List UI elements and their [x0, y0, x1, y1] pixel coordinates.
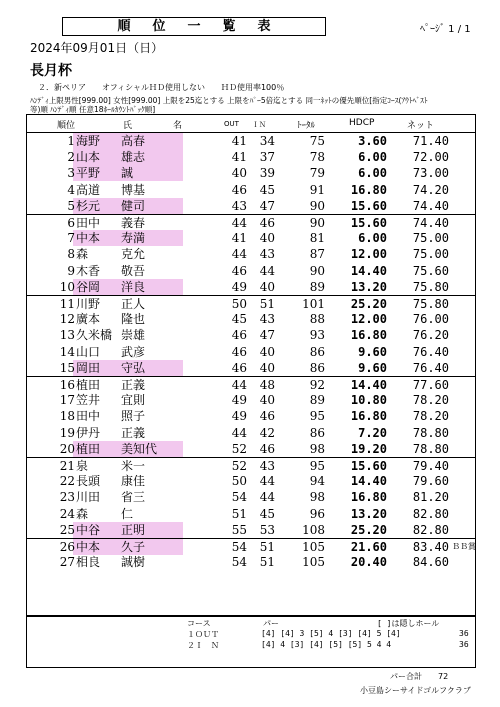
table-row — [27, 408, 475, 424]
table-row — [27, 263, 475, 279]
rank-cell: 14 — [59, 344, 75, 359]
scoring-method: ２．新ペリア オフィシャルＨＤ使用しない ＨＤ使用率100％ — [38, 83, 285, 92]
last-name-cell: 森 — [76, 506, 89, 521]
out-score-cell: 49 — [231, 393, 247, 408]
first-name-cell: 誠樹 — [121, 555, 146, 570]
first-name-cell: 正義 — [121, 378, 146, 392]
gross-score-cell: 94 — [309, 474, 325, 489]
table-row — [27, 538, 475, 555]
hdcp-cell: 15.60 — [350, 459, 387, 473]
first-name-cell: 康佳 — [121, 474, 146, 489]
rank-cell: 18 — [59, 409, 75, 424]
net-score-cell: 74.40 — [412, 198, 449, 213]
table-row — [27, 344, 475, 360]
table-row — [27, 522, 475, 538]
hdcp-cell: 13.20 — [350, 279, 387, 294]
col-name2-header: 名 — [173, 121, 183, 131]
gross-score-cell: 90 — [309, 216, 325, 230]
table-row — [27, 133, 475, 149]
net-score-cell: 75.80 — [412, 279, 449, 294]
in-score-cell: 44 — [259, 263, 275, 278]
first-name-cell: 正明 — [121, 522, 146, 537]
hdcp-cell: 13.20 — [350, 506, 387, 521]
rank-cell: 8 — [67, 247, 75, 262]
out-score-cell: 41 — [231, 231, 247, 246]
first-name-cell: 照子 — [121, 409, 146, 424]
col-in-header: ＩＮ — [252, 121, 266, 129]
last-name-cell: 中谷 — [76, 522, 101, 537]
col-name1-header: 氏 — [123, 121, 133, 131]
col-out-header: OUT — [224, 120, 239, 128]
out-score-cell: 45 — [231, 312, 247, 327]
net-score-cell: 78.80 — [412, 441, 449, 456]
net-score-cell: 78.20 — [412, 409, 449, 424]
last-name-cell: 海野 — [76, 134, 101, 148]
table-row — [27, 246, 475, 262]
in-score-cell: 47 — [259, 328, 275, 343]
course-out-pars: [4] [4] 3 [5] 4 [3] [4] 5 [4] — [261, 629, 401, 638]
table-row — [27, 392, 475, 408]
hdcp-cell: 20.40 — [350, 555, 387, 570]
rank-cell: 5 — [67, 198, 75, 213]
net-score-cell: 84.60 — [412, 555, 449, 570]
first-name-cell: 克允 — [121, 247, 146, 262]
rank-cell: 11 — [59, 297, 75, 311]
hdcp-cell: 16.80 — [350, 182, 387, 197]
gross-score-cell: 86 — [309, 344, 325, 359]
gross-score-cell: 75 — [309, 134, 325, 148]
gross-score-cell: 88 — [309, 312, 325, 327]
out-score-cell: 46 — [231, 344, 247, 359]
net-score-cell: 78.20 — [412, 393, 449, 408]
rank-cell: 21 — [59, 459, 75, 473]
net-score-cell: 75.00 — [412, 231, 449, 246]
rank-cell: 4 — [67, 182, 75, 197]
last-name-cell: 泉 — [76, 459, 89, 473]
last-name-cell: 山本 — [76, 150, 101, 165]
net-score-cell: 79.40 — [412, 459, 449, 473]
page-number: ﾍﾟｰｼﾞ 1 / 1 — [420, 24, 471, 35]
first-name-cell: 崇雄 — [121, 328, 146, 343]
course-in-name: ２Ｉ Ｎ — [187, 641, 219, 650]
hdcp-cell: 21.60 — [350, 540, 387, 554]
net-score-cell: 73.00 — [412, 166, 449, 181]
gross-score-cell: 87 — [309, 247, 325, 262]
hdcp-cell: 6.00 — [358, 166, 387, 181]
last-name-cell: 岡田 — [76, 360, 101, 375]
first-name-cell: 誠 — [121, 166, 134, 181]
last-name-cell: 谷岡 — [76, 279, 101, 294]
gross-score-cell: 86 — [309, 360, 325, 375]
rank-cell: 7 — [67, 231, 75, 246]
table-row — [27, 230, 475, 246]
in-score-cell: 46 — [259, 441, 275, 456]
table-row — [27, 506, 475, 522]
table-row — [27, 441, 475, 457]
first-name-cell: 正義 — [121, 425, 146, 440]
first-name-cell: 美知代 — [121, 441, 158, 456]
gross-score-cell: 95 — [309, 409, 325, 424]
in-score-cell: 43 — [259, 312, 275, 327]
first-name-cell: 武彦 — [121, 344, 146, 359]
in-score-cell: 51 — [259, 297, 275, 311]
hdcp-cell: 14.40 — [350, 263, 387, 278]
table-row — [27, 295, 475, 312]
rank-cell: 25 — [59, 522, 75, 537]
net-score-cell: 76.40 — [412, 344, 449, 359]
first-name-cell: 省三 — [121, 490, 146, 505]
table-row — [27, 489, 475, 505]
table-row — [27, 182, 475, 198]
first-name-cell: 義春 — [121, 216, 146, 230]
last-name-cell: 長頭 — [76, 474, 101, 489]
net-score-cell: 77.60 — [412, 378, 449, 392]
net-score-cell: 83.40 — [412, 540, 449, 554]
rank-cell: 1 — [67, 134, 75, 148]
net-score-cell: 75.00 — [412, 247, 449, 262]
hdcp-cell: 16.80 — [350, 490, 387, 505]
in-score-cell: 47 — [259, 198, 275, 213]
event-name: 長月杯 — [30, 63, 72, 79]
event-date: 2024年09月01日（日） — [30, 41, 164, 55]
rank-cell: 13 — [59, 328, 75, 343]
handicap-notes-line1: ﾊﾝﾃﾞｨ上限男性[999.00] 女性[999.00] 上限を25迄とする 上限をﾊﾟｰ5倍迄とする 同一ﾈｯﾄの優先順位[指定ｺｰｽ(ｱｳﾄﾍﾞｽﾄ — [30, 96, 428, 105]
first-name-cell: 寿満 — [121, 231, 146, 246]
table-row — [27, 457, 475, 474]
net-score-cell: 74.20 — [412, 182, 449, 197]
first-name-cell: 仁 — [121, 506, 134, 521]
out-score-cell: 54 — [231, 540, 247, 554]
last-name-cell: 中本 — [76, 231, 101, 246]
course-in-total: 36 — [459, 640, 469, 649]
out-score-cell: 46 — [231, 360, 247, 375]
table-row — [27, 376, 475, 393]
in-score-cell: 46 — [259, 216, 275, 230]
in-score-cell: 46 — [259, 409, 275, 424]
gross-score-cell: 92 — [309, 378, 325, 392]
hidden-hole-label: [ ]は隠しホール — [377, 619, 440, 628]
hdcp-cell: 25.20 — [350, 297, 387, 311]
in-score-cell: 40 — [259, 393, 275, 408]
last-name-cell: 植田 — [76, 378, 101, 392]
gross-score-cell: 81 — [309, 231, 325, 246]
in-score-cell: 40 — [259, 231, 275, 246]
out-score-cell: 44 — [231, 425, 247, 440]
gross-score-cell: 105 — [302, 555, 325, 570]
hdcp-cell: 3.60 — [358, 134, 387, 148]
course-in-pars: [4] 4 [3] [4] [5] [5] 5 4 4 — [261, 640, 392, 649]
last-name-cell: 相良 — [76, 555, 101, 570]
out-score-cell: 54 — [231, 490, 247, 505]
gross-score-cell: 79 — [309, 166, 325, 181]
hdcp-cell: 16.80 — [350, 409, 387, 424]
gross-score-cell: 98 — [309, 490, 325, 505]
course-label: コース — [187, 619, 211, 628]
rank-cell: 16 — [59, 378, 75, 392]
out-score-cell: 44 — [231, 216, 247, 230]
rank-cell: 17 — [59, 393, 75, 408]
net-score-cell: 76.20 — [412, 328, 449, 343]
out-score-cell: 49 — [231, 409, 247, 424]
first-name-cell: 高春 — [121, 134, 146, 148]
first-name-cell: 正人 — [121, 297, 146, 311]
in-score-cell: 51 — [259, 555, 275, 570]
net-score-cell: 76.00 — [412, 312, 449, 327]
out-score-cell: 49 — [231, 279, 247, 294]
in-score-cell: 40 — [259, 344, 275, 359]
net-score-cell: 75.60 — [412, 263, 449, 278]
in-score-cell: 37 — [259, 150, 275, 165]
out-score-cell: 51 — [231, 506, 247, 521]
rank-cell: 15 — [59, 360, 75, 375]
table-row — [27, 425, 475, 441]
in-score-cell: 48 — [259, 378, 275, 392]
rank-cell: 22 — [59, 474, 75, 489]
out-score-cell: 52 — [231, 441, 247, 456]
hdcp-cell: 9.60 — [358, 344, 387, 359]
rank-cell: 24 — [59, 506, 75, 521]
table-row — [27, 214, 475, 231]
gross-score-cell: 98 — [309, 441, 325, 456]
net-score-cell: 78.80 — [412, 425, 449, 440]
table-row — [27, 149, 475, 165]
in-score-cell: 53 — [259, 522, 275, 537]
gross-score-cell: 78 — [309, 150, 325, 165]
hdcp-cell: 7.20 — [358, 425, 387, 440]
rank-cell: 20 — [59, 441, 75, 456]
gross-score-cell: 89 — [309, 279, 325, 294]
rank-cell: 26 — [59, 540, 75, 554]
hdcp-cell: 14.40 — [350, 474, 387, 489]
hdcp-cell: 15.60 — [350, 198, 387, 213]
out-score-cell: 44 — [231, 247, 247, 262]
in-score-cell: 34 — [259, 134, 275, 148]
in-score-cell: 43 — [259, 459, 275, 473]
table-row — [27, 279, 475, 295]
out-score-cell: 46 — [231, 182, 247, 197]
in-score-cell: 42 — [259, 425, 275, 440]
last-name-cell: 川野 — [76, 297, 101, 311]
first-name-cell: 博基 — [121, 182, 146, 197]
table-row — [27, 165, 475, 181]
rank-cell: 10 — [59, 279, 75, 294]
gross-score-cell: 105 — [302, 540, 325, 554]
rank-cell: 12 — [59, 312, 75, 327]
col-rank-header: 順位 — [57, 121, 76, 131]
in-score-cell: 39 — [259, 166, 275, 181]
gross-score-cell: 86 — [309, 425, 325, 440]
in-score-cell: 40 — [259, 360, 275, 375]
last-name-cell: 笠井 — [76, 393, 101, 408]
rank-cell: 2 — [67, 150, 75, 165]
table-row — [27, 327, 475, 343]
table-row — [27, 311, 475, 327]
in-score-cell: 45 — [259, 182, 275, 197]
table-row — [27, 198, 475, 214]
net-score-cell: 79.60 — [412, 474, 449, 489]
last-name-cell: 木香 — [76, 263, 101, 278]
gross-score-cell: 108 — [302, 522, 325, 537]
table-row — [27, 554, 475, 570]
out-score-cell: 41 — [231, 134, 247, 148]
last-name-cell: 田中 — [76, 409, 101, 424]
in-score-cell: 45 — [259, 506, 275, 521]
hdcp-cell: 6.00 — [358, 150, 387, 165]
out-score-cell: 44 — [231, 378, 247, 392]
last-name-cell: 森 — [76, 247, 89, 262]
first-name-cell: 宜則 — [121, 393, 146, 408]
club-name: 小豆島シーサイドゴルフクラブ — [360, 686, 471, 695]
hdcp-cell: 10.80 — [350, 393, 387, 408]
rank-cell: 9 — [67, 263, 75, 278]
first-name-cell: 米一 — [121, 459, 146, 473]
out-score-cell: 55 — [231, 522, 247, 537]
col-hdcp-header: HDCP — [349, 118, 375, 128]
last-name-cell: 杉元 — [76, 198, 101, 213]
col-gross-header: ﾄｰﾀﾙ — [297, 121, 316, 131]
first-name-cell: 洋良 — [121, 279, 146, 294]
out-score-cell: 54 — [231, 555, 247, 570]
net-score-cell: 72.00 — [412, 150, 449, 165]
hdcp-cell: 6.00 — [358, 231, 387, 246]
hdcp-cell: 14.40 — [350, 378, 387, 392]
hdcp-cell: 16.80 — [350, 328, 387, 343]
in-score-cell: 43 — [259, 247, 275, 262]
award-note-cell: ＢＢ賞 — [452, 542, 476, 551]
out-score-cell: 46 — [231, 263, 247, 278]
in-score-cell: 40 — [259, 279, 275, 294]
first-name-cell: 敬吾 — [121, 263, 146, 278]
gross-score-cell: 90 — [309, 263, 325, 278]
gross-score-cell: 91 — [309, 182, 325, 197]
hdcp-cell: 25.20 — [350, 522, 387, 537]
net-score-cell: 82.80 — [412, 506, 449, 521]
net-score-cell: 75.80 — [412, 297, 449, 311]
gross-score-cell: 90 — [309, 198, 325, 213]
par-total: パー合計 72 — [390, 672, 449, 681]
gross-score-cell: 93 — [309, 328, 325, 343]
gross-score-cell: 101 — [302, 297, 325, 311]
hdcp-cell: 15.60 — [350, 216, 387, 230]
course-par-table — [26, 615, 476, 668]
last-name-cell: 平野 — [76, 166, 101, 181]
col-net-header: ネット — [407, 121, 435, 131]
rank-cell: 27 — [59, 555, 75, 570]
net-score-cell: 71.40 — [412, 134, 449, 148]
net-score-cell: 81.20 — [412, 490, 449, 505]
out-score-cell: 43 — [231, 198, 247, 213]
out-score-cell: 40 — [231, 166, 247, 181]
last-name-cell: 山口 — [76, 344, 101, 359]
out-score-cell: 52 — [231, 459, 247, 473]
in-score-cell: 44 — [259, 474, 275, 489]
hdcp-cell: 9.60 — [358, 360, 387, 375]
last-name-cell: 伊丹 — [76, 425, 101, 440]
rank-cell: 6 — [67, 216, 75, 230]
in-score-cell: 44 — [259, 490, 275, 505]
last-name-cell: 中本 — [76, 540, 101, 554]
first-name-cell: 雄志 — [121, 150, 146, 165]
course-out-name: １ＯＵＴ — [187, 630, 219, 639]
net-score-cell: 74.40 — [412, 216, 449, 230]
last-name-cell: 廣本 — [76, 312, 101, 327]
table-row — [27, 473, 475, 489]
first-name-cell: 健司 — [121, 198, 146, 213]
course-out-total: 36 — [459, 629, 469, 638]
rank-cell: 3 — [67, 166, 75, 181]
last-name-cell: 田中 — [76, 216, 101, 230]
gross-score-cell: 96 — [309, 506, 325, 521]
results-table — [26, 114, 476, 617]
last-name-cell: 高道 — [76, 182, 101, 197]
par-label: パー — [263, 619, 279, 628]
handicap-notes — [30, 96, 500, 114]
last-name-cell: 川田 — [76, 490, 101, 505]
hdcp-cell: 12.00 — [350, 247, 387, 262]
hdcp-cell: 12.00 — [350, 312, 387, 327]
out-score-cell: 50 — [231, 474, 247, 489]
last-name-cell: 植田 — [76, 441, 101, 456]
rank-cell: 23 — [59, 490, 75, 505]
gross-score-cell: 89 — [309, 393, 325, 408]
first-name-cell: 守弘 — [121, 360, 146, 375]
out-score-cell: 46 — [231, 328, 247, 343]
first-name-cell: 久子 — [121, 540, 146, 554]
handicap-notes-line2: 等)順 ﾊﾝﾃﾞｨ順 任意18ﾎｰﾙｶｳﾝﾄﾊﾞｯｸ順] — [30, 105, 156, 114]
first-name-cell: 隆也 — [121, 312, 146, 327]
net-score-cell: 82.80 — [412, 522, 449, 537]
page-title: 順位一覧表 — [62, 17, 326, 36]
hdcp-cell: 19.20 — [350, 441, 387, 456]
in-score-cell: 51 — [259, 540, 275, 554]
net-score-cell: 76.40 — [412, 360, 449, 375]
last-name-cell: 久米橋 — [76, 328, 113, 343]
rank-cell: 19 — [59, 425, 75, 440]
out-score-cell: 41 — [231, 150, 247, 165]
gross-score-cell: 95 — [309, 459, 325, 473]
table-row — [27, 360, 475, 376]
out-score-cell: 50 — [231, 297, 247, 311]
